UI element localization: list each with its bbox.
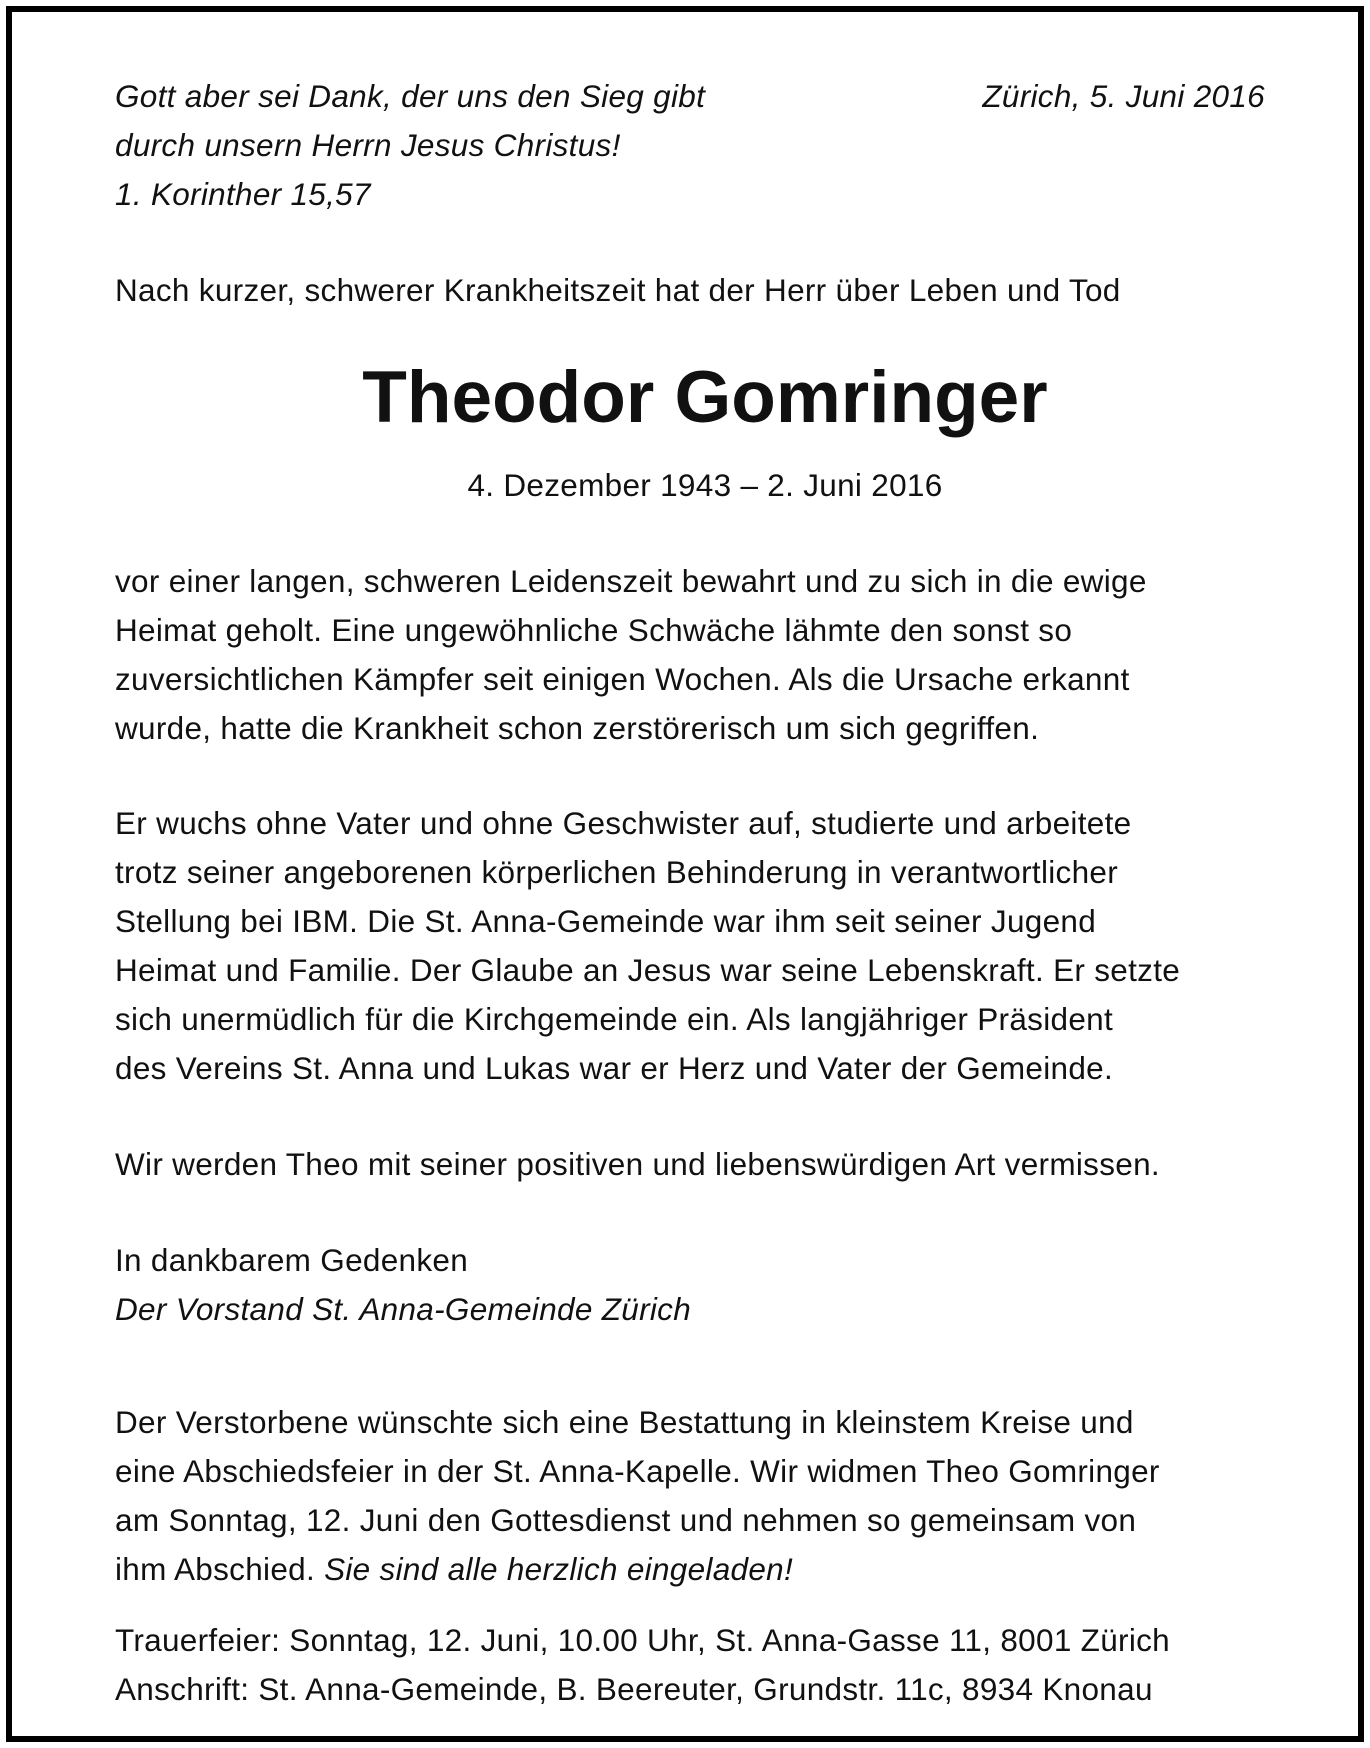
- paragraph-funeral-info: [115, 1398, 1295, 1594]
- text-line: wurde, hatte die Krankheit schon zerstörerisch um sich gegriffen.: [115, 710, 1040, 746]
- text-line: des Vereins St. Anna und Lukas war er Herz und Vater der Gemeinde.: [115, 1050, 1114, 1086]
- text-line: [115, 1545, 1295, 1594]
- invitation-text: Sie sind alle herzlich eingeladen!: [324, 1551, 794, 1587]
- text-line: sich unermüdlich für die Kirchgemeinde ein. Als langjähriger Präsident: [115, 1001, 1114, 1037]
- verse-reference: 1. Korinther 15,57: [115, 176, 371, 212]
- place-date: Zürich, 5. Juni 2016: [982, 78, 1265, 114]
- paragraph-biography: [115, 799, 1295, 1093]
- text-line: Stellung bei IBM. Die St. Anna-Gemeinde war ihm seit seiner Jugend: [115, 903, 1097, 939]
- text-line: Heimat und Familie. Der Glaube an Jesus war seine Lebenskraft. Er setzte: [115, 952, 1181, 988]
- text-line: Heimat geholt. Eine ungewöhnliche Schwäche lähmte den sonst so: [115, 612, 1073, 648]
- header: [115, 72, 1265, 219]
- paragraph-illness: [115, 557, 1295, 753]
- signoff-line: In dankbarem Gedenken: [115, 1242, 469, 1278]
- verse-line: durch unsern Herrn Jesus Christus!: [115, 127, 621, 163]
- footer-details: [115, 1616, 1295, 1714]
- text-line: eine Abschiedsfeier in der St. Anna-Kapelle. Wir widmen Theo Gomringer: [115, 1453, 1160, 1489]
- text-line: am Sonntag, 12. Juni den Gottesdienst und nehmen so gemeinsam von: [115, 1502, 1137, 1538]
- verse-line: Gott aber sei Dank, der uns den Sieg gibt: [115, 78, 706, 114]
- text-line: zuversichtlichen Kämpfer seit einigen Wochen. Als die Ursache erkannt: [115, 661, 1130, 697]
- text-line: Wir werden Theo mit seiner positiven und liebenswürdigen Art vermissen.: [115, 1146, 1160, 1182]
- paragraph-remembrance: [115, 1140, 1295, 1189]
- text-line: Der Verstorbene wünschte sich eine Bestattung in kleinstem Kreise und: [115, 1404, 1134, 1440]
- obituary-frame: [6, 6, 1364, 1742]
- signoff-signature: Der Vorstand St. Anna-Gemeinde Zürich: [115, 1291, 692, 1327]
- intro-text: Nach kurzer, schwerer Krankheitszeit hat der Herr über Leben und Tod: [115, 272, 1121, 308]
- text-line: Er wuchs ohne Vater und ohne Geschwister auf, studierte und arbeitete: [115, 805, 1132, 841]
- life-dates: 4. Dezember 1943 – 2. Juni 2016: [467, 467, 943, 503]
- ceremony-info: Trauerfeier: Sonntag, 12. Juni, 10.00 Uhr, St. Anna-Gasse 11, 8001 Zürich: [115, 1622, 1171, 1658]
- text-line: vor einer langen, schweren Leidenszeit bewahrt und zu sich in die ewige: [115, 563, 1147, 599]
- text-line: trotz seiner angeborenen körperlichen Behinderung in verantwortlicher: [115, 854, 1119, 890]
- signoff: [115, 1236, 1295, 1334]
- deceased-name: Theodor Gomringer: [362, 357, 1048, 438]
- text-segment: ihm Abschied.: [115, 1551, 325, 1587]
- address-info: Anschrift: St. Anna-Gemeinde, B. Beereuter, Grundstr. 11c, 8934 Knonau: [115, 1671, 1153, 1707]
